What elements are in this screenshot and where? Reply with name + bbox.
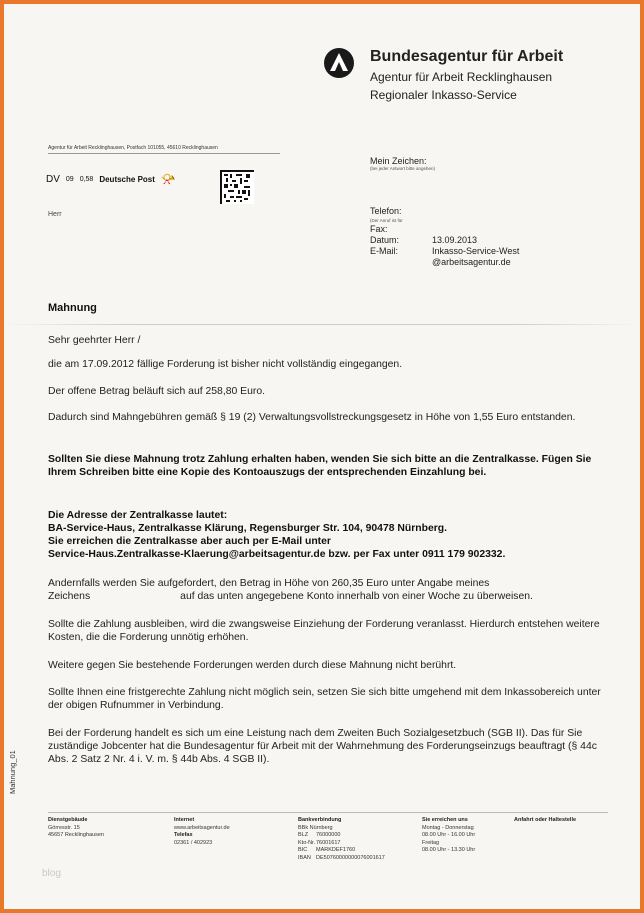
greeting: Sehr geehrter Herr / — [48, 335, 141, 346]
service-name: Regionaler Inkasso-Service — [370, 88, 517, 102]
bank-row — [298, 840, 385, 848]
bank-row — [298, 847, 385, 855]
footer-internet: Internet www.arbeitsagentur.de Telefax 02361 / 402923 — [174, 817, 230, 846]
franking-code2: 0,58 — [79, 175, 94, 183]
franking-dv: DV — [46, 173, 60, 185]
p6-line-2a: Zeichens — [48, 591, 91, 602]
org-name: Bundesagentur für Arbeit — [370, 48, 564, 65]
ba-logo-icon — [324, 48, 354, 78]
bank-row-value: DE50760000000076001617 — [316, 854, 385, 861]
paragraph-8: Weitere gegen Sie bestehende Forderungen werden durch diese Mahnung nicht berührt. — [48, 660, 457, 671]
matrix-code-icon — [220, 170, 254, 204]
bank-row — [298, 855, 385, 863]
date-value: 13.09.2013 — [432, 235, 478, 245]
sender-line: Agentur für Arbeit Recklinghausen, Postfach 101055, 45610 Recklinghausen — [48, 145, 280, 154]
p6-line-1: Andernfalls werden Sie aufgefordert, den Betrag in Höhe von 260,35 Euro unter Angabe meines — [48, 578, 490, 589]
bank-row-value: 76000000 — [316, 832, 341, 838]
fax-label: Fax: — [370, 224, 388, 234]
paragraph-6 — [48, 577, 608, 603]
contact-block — [370, 206, 519, 268]
p5-line-3: Sie erreichen die Zentralkasse aber auch per E-Mail unter — [48, 536, 331, 547]
p6-line-2b: auf das unten angegebene Konto innerhalb von einer Woche zu überweisen. — [180, 591, 533, 602]
watermark: blog — [42, 868, 61, 879]
p5-line-2: BA-Service-Haus, Zentralkasse Klärung, Regensburger Str. 104, 90478 Nürnberg. — [48, 523, 448, 534]
office-name: Agentur für Arbeit Recklinghausen — [370, 70, 553, 84]
side-label: Mahnung_01 — [8, 750, 17, 794]
p5-line-4: Service-Haus.Zentralkasse-Klaerung@arbeitsagentur.de bzw. per Fax unter 0911 179 902332. — [48, 549, 506, 560]
bank-row-key: IBAN — [298, 854, 311, 861]
fold-line — [4, 324, 640, 325]
paragraph-2: Der offene Betrag beläuft sich auf 258,80 Euro. — [48, 386, 266, 397]
phone-note: (Der Anruf ist für — [370, 218, 403, 223]
franking-code1: 09 — [65, 175, 74, 183]
bank-row-value: MARKDEF1760 — [316, 847, 356, 853]
phone-label: Telefon: — [370, 206, 402, 216]
bank-row — [298, 832, 385, 840]
p5-line-1: Die Adresse der Zentralkasse lautet: — [48, 510, 228, 521]
franking-carrier: Deutsche Post — [99, 174, 155, 184]
email-value-1: Inkasso-Service-West — [432, 246, 520, 256]
paragraph-10: Bei der Forderung handelt es sich um eine Leistung nach dem Zweiten Buch Sozialgesetzbuch (SGB II). Das für Sie zuständige Jobcenter hat die Bundesagentur für Arbeit mit der Wahrnehmung des Forderungseinzugs beauftragt (§ 44c Abs. 2 Satz 2 Nr. 4 i. V. m. § 44b Abs. 4 SGB II). — [48, 728, 597, 765]
paragraph-3: Dadurch sind Mahngebühren gemäß § 19 (2) Verwaltungsvollstreckungsgesetz in Höhe von 1,55 Euro entstanden. — [48, 412, 576, 423]
date-label: Datum: — [370, 235, 400, 245]
letter-page — [4, 4, 640, 909]
footer-directions: Anfahrt oder Haltestelle — [514, 817, 577, 823]
footer-building: Dienstgebäude Görresstr. 15 45657 Recklinghausen — [48, 817, 104, 838]
bank-row-key: BIC — [298, 847, 308, 853]
reference-note: (bei jeder Antwort bitte angeben) — [370, 166, 436, 171]
bank-row-key: Kto-Nr. — [298, 839, 316, 846]
paragraph-4: Sollten Sie diese Mahnung trotz Zahlung erhalten haben, wenden Sie sich bitte an die Zentralkasse. Fügen Sie Ihrem Schreiben bitte eine Kopie des Kontoauszugs der entsprechenden Einzahlung bei. — [48, 454, 592, 478]
email-value-2: @arbeitsagentur.de — [432, 257, 511, 267]
reference-block — [370, 156, 435, 171]
bank-row-value: 76001617 — [316, 839, 341, 846]
franking — [46, 172, 176, 186]
email-label: E-Mail: — [370, 246, 399, 256]
footer-bank: Bankverbindung BBk Nürnberg BLZ 76000000 Kto-Nr. 76001617 BIC MARKDEF1760 IBAN DE50760000000076001617 — [298, 817, 385, 861]
paragraph-1: die am 17.09.2012 fällige Forderung ist bisher nicht vollständig eingegangen. — [48, 359, 403, 370]
bank-row-key: BLZ — [298, 832, 309, 838]
recipient-salutation: Herr — [48, 211, 62, 218]
paragraph-5 — [48, 509, 608, 561]
paragraph-7: Sollte die Zahlung ausbleiben, wird die zwangsweise Einziehung der Forderung veranlasst. Hierdurch entstehen weitere Kosten, die die Forderung unnötig erhöhen. — [48, 619, 600, 643]
paragraph-9: Sollte Ihnen eine fristgerechte Zahlung nicht möglich sein, setzen Sie sich bitte umgehend mit dem Inkassobereich unter der obigen Rufnummer in Verbindung. — [48, 687, 601, 711]
post-horn-icon: 📯 — [160, 172, 176, 186]
reference-label: Mein Zeichen: — [370, 156, 427, 166]
footer-hours: Sie erreichen uns Montag - Donnerstag 08.00 Uhr - 16.00 Uhr Freitag 08.00 Uhr - 13.30 Uhr — [422, 817, 476, 853]
footer — [48, 812, 608, 873]
letter-subject: Mahnung — [48, 302, 97, 314]
